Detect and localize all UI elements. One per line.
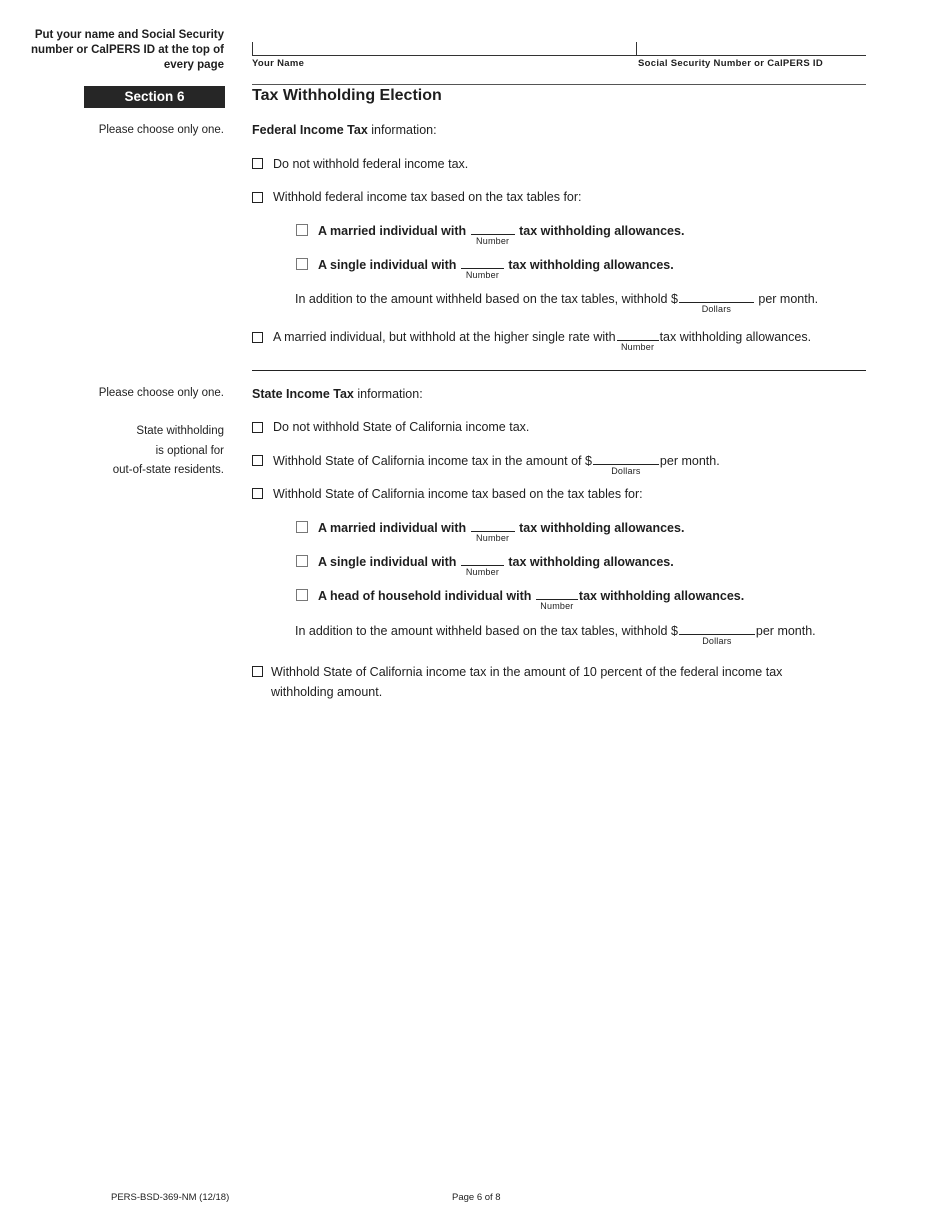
header-divider	[252, 84, 866, 85]
state-additional-dollars-field[interactable]	[679, 622, 755, 646]
state-additional-row	[295, 622, 816, 646]
dollars-caption: Dollars	[611, 466, 641, 476]
federal-no-withhold-checkbox[interactable]	[252, 158, 263, 169]
federal-married-row	[318, 222, 685, 246]
section-badge: Section 6	[84, 86, 225, 108]
federal-higher-text-pre: A married individual, but withhold at the higher single rate with	[273, 330, 616, 344]
federal-single-row	[318, 256, 674, 280]
state-hoh-text-pre: A head of household individual with	[318, 589, 535, 603]
dollars-caption: Dollars	[701, 304, 732, 314]
state-additional-text-pre: In addition to the amount withheld based on the tax tables, withhold $	[295, 624, 678, 638]
state-single-row	[318, 553, 674, 577]
federal-heading	[252, 121, 437, 139]
section-title: Tax Withholding Election	[252, 87, 442, 104]
state-heading-bold: State Income Tax	[252, 387, 354, 401]
state-additional-text-post: per month.	[755, 624, 816, 638]
number-caption: Number	[620, 342, 655, 352]
ssn-field-line[interactable]	[636, 55, 866, 56]
federal-no-withhold-label: Do not withhold federal income tax.	[273, 157, 469, 171]
state-hoh-checkbox[interactable]	[296, 589, 308, 601]
federal-additional-row	[295, 290, 819, 314]
federal-heading-rest: information:	[367, 123, 437, 137]
section-divider	[252, 370, 866, 371]
number-caption: Number	[476, 236, 510, 246]
federal-single-text-post: tax withholding allowances.	[504, 258, 674, 272]
state-single-text-post: tax withholding allowances.	[504, 555, 674, 569]
state-heading	[252, 385, 423, 403]
state-married-row	[318, 519, 685, 543]
ssn-field-tick	[636, 42, 637, 55]
number-caption: Number	[476, 533, 510, 543]
federal-higher-text-post: tax withholding allowances.	[659, 330, 812, 344]
federal-additional-text-post: per month.	[754, 292, 819, 306]
federal-tables-label: Withhold federal income tax based on the tax tables for:	[273, 190, 582, 204]
state-married-allowances-field[interactable]	[471, 519, 515, 543]
state-single-checkbox[interactable]	[296, 555, 308, 567]
federal-married-checkbox[interactable]	[296, 224, 308, 236]
federal-higher-rate-checkbox[interactable]	[252, 332, 263, 343]
state-ten-percent-label	[271, 662, 782, 702]
state-optional-note-line3: out-of-state residents.	[112, 464, 224, 476]
state-optional-note	[24, 422, 224, 481]
state-single-allowances-field[interactable]	[461, 553, 504, 577]
state-amount-checkbox[interactable]	[252, 455, 263, 466]
federal-married-allowances-field[interactable]	[471, 222, 515, 246]
federal-married-text-post: tax withholding allowances.	[515, 224, 685, 238]
state-optional-note-line1: State withholding	[136, 425, 224, 437]
page-number: Page 6 of 8	[452, 1192, 501, 1203]
state-ten-percent-line1: Withhold State of California income tax in the amount of 10 percent of the federal income tax	[271, 665, 783, 679]
federal-heading-bold: Federal Income Tax	[252, 123, 368, 137]
ssn-field-label: Social Security Number or CalPERS ID	[638, 58, 824, 69]
form-id: PERS-BSD-369-NM (12/18)	[111, 1192, 230, 1203]
number-caption: Number	[540, 601, 574, 611]
name-field-tick	[252, 42, 253, 55]
name-field-label: Your Name	[252, 58, 305, 69]
number-caption: Number	[465, 270, 500, 280]
dollars-caption: Dollars	[702, 636, 732, 646]
state-hoh-allowances-field[interactable]	[536, 587, 578, 611]
federal-higher-allowances-field[interactable]	[617, 328, 659, 352]
federal-higher-rate-row	[273, 328, 812, 352]
federal-additional-dollars-field[interactable]	[679, 290, 754, 314]
federal-single-text-pre: A single individual with	[318, 258, 460, 272]
state-no-withhold-label: Do not withhold State of California income tax.	[273, 420, 530, 434]
number-caption: Number	[465, 567, 500, 577]
header-instruction: Put your name and Social Security number or CalPERS ID at the top of every page	[31, 29, 224, 71]
state-amount-row	[273, 452, 720, 476]
state-married-text-pre: A married individual with	[318, 521, 470, 535]
state-married-checkbox[interactable]	[296, 521, 308, 533]
state-tables-label: Withhold State of California income tax based on the tax tables for:	[273, 487, 643, 501]
state-ten-percent-checkbox[interactable]	[252, 666, 263, 677]
federal-additional-text-pre: In addition to the amount withheld based on the tax tables, withhold $	[295, 292, 678, 306]
state-amount-text-post: per month.	[659, 454, 720, 468]
state-ten-percent-line2: withholding amount.	[271, 685, 383, 699]
federal-single-checkbox[interactable]	[296, 258, 308, 270]
state-hoh-text-post: tax withholding allowances.	[578, 589, 745, 603]
federal-married-text-pre: A married individual with	[318, 224, 470, 238]
name-field-line[interactable]	[252, 55, 636, 56]
state-heading-rest: information:	[353, 387, 423, 401]
state-amount-dollars-field[interactable]	[593, 452, 659, 476]
state-tables-checkbox[interactable]	[252, 488, 263, 499]
state-optional-note-line2: is optional for	[155, 444, 224, 457]
state-hoh-row	[318, 587, 745, 611]
federal-side-note: Please choose only one.	[98, 124, 224, 136]
state-no-withhold-checkbox[interactable]	[252, 422, 263, 433]
state-side-note: Please choose only one.	[98, 387, 224, 399]
federal-tables-checkbox[interactable]	[252, 192, 263, 203]
state-amount-text-pre: Withhold State of California income tax in the amount of $	[273, 454, 592, 468]
federal-single-allowances-field[interactable]	[461, 256, 504, 280]
state-married-text-post: tax withholding allowances.	[515, 521, 685, 535]
state-single-text-pre: A single individual with	[318, 555, 460, 569]
